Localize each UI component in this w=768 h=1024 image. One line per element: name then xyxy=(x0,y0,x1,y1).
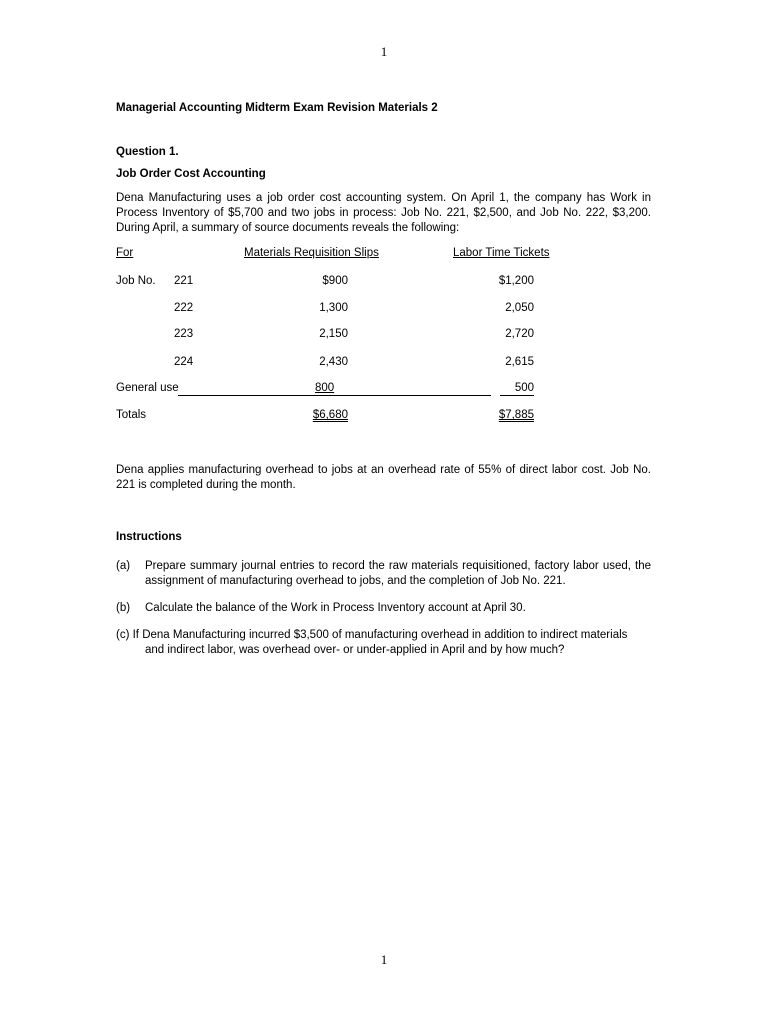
header-materials: Materials Requisition Slips xyxy=(244,247,379,259)
overhead-paragraph: Dena applies manufacturing overhead to jobs at an overhead rate of 55% of direct labor cost. Job No. 221 is completed during the month. xyxy=(116,464,651,491)
section-subheading: Job Order Cost Accounting xyxy=(116,168,266,180)
totals-labor: $7,885 xyxy=(498,409,534,421)
header-labor: Labor Time Tickets xyxy=(453,247,550,259)
totals-label: Totals xyxy=(116,409,147,421)
materials-value: $900 xyxy=(322,275,348,287)
instruction-a xyxy=(116,559,651,589)
job-no-label: Job No. xyxy=(116,275,156,287)
intro-paragraph: Dena Manufacturing uses a job order cost accounting system. On April 1, the company has Work in Process Inventory of $5,700 and two jobs in process: Job No. 221, $2,500, and Job No. 222, $3,200. During April, a summary of source documents reveals the following: xyxy=(116,192,651,234)
general-use-materials: 800 xyxy=(315,382,335,394)
job-number: 222 xyxy=(174,302,194,314)
job-number: 224 xyxy=(174,356,194,368)
labor-value: 2,615 xyxy=(505,356,534,368)
general-use-labor-rule xyxy=(500,395,534,396)
instruction-c-line2: and indirect labor, was overhead over- or under-applied in April and by how much? xyxy=(145,644,565,656)
general-use-rule xyxy=(178,395,491,396)
question-heading: Question 1. xyxy=(116,146,179,158)
header-page-number: 1 xyxy=(380,44,388,59)
materials-value: 2,150 xyxy=(319,328,348,340)
header-for: For xyxy=(116,247,134,259)
instruction-b-text: Calculate the balance of the Work in Process Inventory account at April 30. xyxy=(145,602,526,614)
footer-page-number: 1 xyxy=(380,952,388,967)
instruction-b xyxy=(116,601,651,616)
document-title: Managerial Accounting Midterm Exam Revision Materials 2 xyxy=(116,102,438,114)
labor-value: $1,200 xyxy=(498,275,534,287)
instructions-heading: Instructions xyxy=(116,531,182,543)
materials-value: 1,300 xyxy=(319,302,348,314)
labor-value: 2,050 xyxy=(505,302,534,314)
instruction-b-label: (b) xyxy=(116,602,131,614)
job-number: 221 xyxy=(174,275,194,287)
instruction-c xyxy=(116,628,651,658)
instruction-a-text: Prepare summary journal entries to record the raw materials requisitioned, factory labor used, the assignment of manufacturing overhead to jobs, and the completion of Job No. 221. xyxy=(145,560,651,587)
general-use-label: General use xyxy=(116,382,179,394)
totals-materials: $6,680 xyxy=(312,409,348,421)
instruction-a-label: (a) xyxy=(116,560,131,572)
labor-value: 2,720 xyxy=(505,328,534,340)
general-use-labor: 500 xyxy=(514,382,534,394)
job-number: 223 xyxy=(174,328,194,340)
materials-value: 2,430 xyxy=(319,356,348,368)
instruction-c-line1: (c) If Dena Manufacturing incurred $3,500 of manufacturing overhead in addition to indirect materials xyxy=(116,629,628,641)
